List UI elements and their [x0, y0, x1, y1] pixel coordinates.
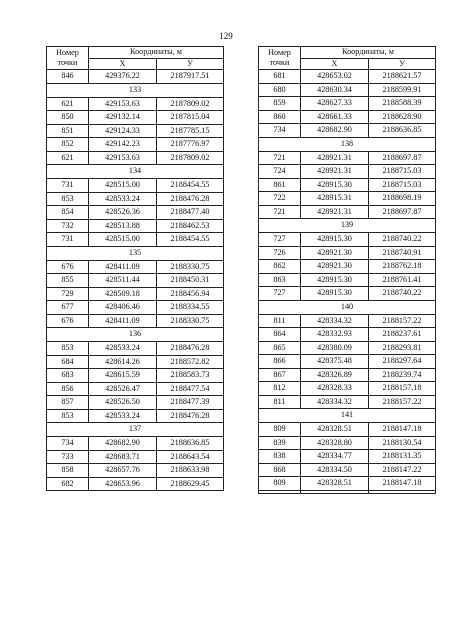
section-label: 141 [259, 409, 436, 423]
point-number: 857 [47, 396, 89, 410]
y-coordinate: 2187809.02 [157, 97, 224, 111]
y-coordinate: 2188633.98 [157, 464, 224, 478]
x-coordinate: 428657.76 [89, 464, 157, 478]
y-coordinate: 2188588.39 [369, 97, 436, 111]
y-coordinate: 2188715.03 [369, 165, 436, 179]
point-number: 621 [47, 97, 89, 111]
x-coordinate: 429132.14 [89, 111, 157, 125]
point-number: 721 [259, 151, 301, 165]
table-row [259, 260, 436, 274]
x-coordinate: 429124.33 [89, 124, 157, 138]
point-number-header: Номер точки [47, 47, 89, 70]
table-row [259, 368, 436, 382]
point-number: 859 [259, 97, 301, 111]
y-coordinate: 2188454.55 [157, 179, 224, 193]
table-spacer [259, 490, 436, 493]
table-row [47, 192, 224, 206]
x-coordinate: 428921.30 [301, 246, 369, 260]
y-coordinate: 2188476.28 [157, 342, 224, 356]
table-row [47, 233, 224, 247]
x-header: X [301, 59, 369, 70]
y-coordinate: 2188621.57 [369, 70, 436, 84]
table-row [259, 328, 436, 342]
point-number: 731 [47, 179, 89, 193]
section-label: 136 [47, 328, 224, 342]
point-number: 861 [259, 178, 301, 192]
y-coordinate: 2188762.18 [369, 260, 436, 274]
x-coordinate: 428515.00 [89, 179, 157, 193]
point-number: 733 [47, 450, 89, 464]
y-coordinate: 2188740.22 [369, 233, 436, 247]
coordinates-header: Координаты, м [301, 47, 436, 59]
table-row [47, 355, 224, 369]
table-row [259, 477, 436, 491]
point-number: 676 [47, 314, 89, 328]
point-number: 726 [259, 246, 301, 260]
table-row [47, 450, 224, 464]
table-row [259, 124, 436, 138]
point-number: 866 [259, 355, 301, 369]
x-coordinate: 429142.23 [89, 138, 157, 152]
x-coordinate: 428411.09 [89, 260, 157, 274]
x-coordinate: 428509.18 [89, 287, 157, 301]
y-coordinate: 2188476.28 [157, 192, 224, 206]
table-row [47, 274, 224, 288]
table-row [259, 246, 436, 260]
x-coordinate: 428614.26 [89, 355, 157, 369]
table-row [259, 110, 436, 124]
x-coordinate: 428526.50 [89, 396, 157, 410]
table-row [47, 314, 224, 328]
y-coordinate: 2188583.73 [157, 369, 224, 383]
table-row [47, 179, 224, 193]
y-coordinate: 2188130.54 [369, 436, 436, 450]
y-coordinate: 2187809.02 [157, 151, 224, 165]
x-coordinate: 428334.50 [301, 463, 369, 477]
point-number: 846 [47, 70, 89, 84]
point-number: 851 [47, 124, 89, 138]
point-number: 727 [259, 287, 301, 301]
table-row [259, 355, 436, 369]
x-coordinate: 428326.89 [301, 368, 369, 382]
y-coordinate: 2188477.40 [157, 206, 224, 220]
x-coordinate: 428683.71 [89, 450, 157, 464]
table-row [259, 151, 436, 165]
table-row [47, 70, 224, 84]
point-number: 677 [47, 301, 89, 315]
section-label: 133 [47, 83, 224, 97]
section-row [47, 328, 224, 342]
x-coordinate: 428533.24 [89, 192, 157, 206]
table-row [47, 409, 224, 423]
table-row [47, 219, 224, 233]
section-row [47, 246, 224, 260]
y-coordinate: 2188147.22 [369, 463, 436, 477]
y-coordinate: 2188330.75 [157, 260, 224, 274]
section-row [259, 300, 436, 314]
y-coordinate: 2188450.31 [157, 274, 224, 288]
x-coordinate: 428334.77 [301, 450, 369, 464]
point-number: 838 [259, 450, 301, 464]
table-row [259, 287, 436, 301]
table-row [47, 396, 224, 410]
y-coordinate: 2188636.85 [369, 124, 436, 138]
x-coordinate: 428328.33 [301, 382, 369, 396]
x-coordinate: 428682.90 [89, 437, 157, 451]
section-row [259, 409, 436, 423]
x-coordinate: 428627.33 [301, 97, 369, 111]
y-coordinate: 2187815.04 [157, 111, 224, 125]
table-row [47, 111, 224, 125]
table-row [47, 342, 224, 356]
table-row [259, 205, 436, 219]
y-coordinate: 2188147.18 [369, 477, 436, 491]
y-coordinate: 2188572.82 [157, 355, 224, 369]
x-coordinate: 428526.47 [89, 382, 157, 396]
y-coordinate: 2188297.64 [369, 355, 436, 369]
point-number: 681 [259, 70, 301, 84]
y-coordinate: 2188157.18 [369, 382, 436, 396]
x-coordinate: 428630.34 [301, 83, 369, 97]
x-coordinate: 428915.31 [301, 192, 369, 206]
y-coordinate: 2188330.75 [157, 314, 224, 328]
table-row [47, 301, 224, 315]
point-number: 839 [259, 436, 301, 450]
point-number: 684 [47, 355, 89, 369]
x-coordinate: 428328.51 [301, 423, 369, 437]
point-number: 860 [259, 110, 301, 124]
x-coordinate: 428375.48 [301, 355, 369, 369]
section-row [259, 137, 436, 151]
point-number: 680 [259, 83, 301, 97]
x-coordinate: 428915.30 [301, 273, 369, 287]
table-row [259, 463, 436, 477]
point-number: 855 [47, 274, 89, 288]
y-coordinate: 2188454.55 [157, 233, 224, 247]
point-number: 683 [47, 369, 89, 383]
x-coordinate: 428511.44 [89, 274, 157, 288]
table-row [259, 192, 436, 206]
x-coordinate: 428411.09 [89, 314, 157, 328]
x-coordinate: 428526.36 [89, 206, 157, 220]
point-number: 734 [259, 124, 301, 138]
x-coordinate: 428533.24 [89, 342, 157, 356]
x-coordinate: 428921.31 [301, 205, 369, 219]
point-number: 811 [259, 395, 301, 409]
spacer-cell [369, 490, 436, 493]
y-coordinate: 2188636.85 [157, 437, 224, 451]
point-number: 724 [259, 165, 301, 179]
x-coordinate: 429153.63 [89, 151, 157, 165]
point-number: 682 [47, 477, 89, 491]
coordinates-table-right [258, 46, 436, 494]
x-coordinate: 428615.59 [89, 369, 157, 383]
table-row [47, 437, 224, 451]
table-row [259, 70, 436, 84]
point-number: 853 [47, 342, 89, 356]
point-number: 809 [259, 423, 301, 437]
x-coordinate: 428915.30 [301, 287, 369, 301]
y-coordinate: 2188147.18 [369, 423, 436, 437]
point-number: 862 [259, 260, 301, 274]
point-number: 856 [47, 382, 89, 396]
table-row [47, 287, 224, 301]
x-coordinate: 428406.46 [89, 301, 157, 315]
x-coordinate: 428334.32 [301, 314, 369, 328]
y-coordinate: 2187917.51 [157, 70, 224, 84]
x-coordinate: 428332.93 [301, 328, 369, 342]
x-coordinate: 428328.80 [301, 436, 369, 450]
table-row [47, 382, 224, 396]
y-coordinate: 2188599.91 [369, 83, 436, 97]
x-coordinate: 428921.30 [301, 260, 369, 274]
y-coordinate: 2188293.81 [369, 341, 436, 355]
y-coordinate: 2188715.03 [369, 178, 436, 192]
table-row [259, 341, 436, 355]
point-number: 863 [259, 273, 301, 287]
y-coordinate: 2188740.91 [369, 246, 436, 260]
y-header: У [369, 59, 436, 70]
section-row [259, 219, 436, 233]
point-number: 722 [259, 192, 301, 206]
table-row [259, 423, 436, 437]
y-coordinate: 2187785.15 [157, 124, 224, 138]
point-number: 854 [47, 206, 89, 220]
point-number: 809 [259, 477, 301, 491]
table-row [47, 206, 224, 220]
section-row [47, 423, 224, 437]
point-number: 729 [47, 287, 89, 301]
x-coordinate: 428334.32 [301, 395, 369, 409]
point-number: 850 [47, 111, 89, 125]
y-coordinate: 2188477.39 [157, 396, 224, 410]
section-label: 139 [259, 219, 436, 233]
table-row [47, 464, 224, 478]
section-row [47, 83, 224, 97]
y-coordinate: 2188334.55 [157, 301, 224, 315]
coordinates-table-left [46, 46, 224, 491]
point-number: 858 [47, 464, 89, 478]
y-coordinate: 2188629.45 [157, 477, 224, 491]
point-number: 812 [259, 382, 301, 396]
y-coordinate: 2188456.94 [157, 287, 224, 301]
spacer-cell [301, 490, 369, 493]
table-row [47, 260, 224, 274]
y-coordinate: 2188157.22 [369, 395, 436, 409]
coordinates-header: Координаты, м [89, 47, 224, 59]
x-header: X [89, 59, 157, 70]
y-coordinate: 2188131.35 [369, 450, 436, 464]
x-coordinate: 428653.96 [89, 477, 157, 491]
table-row [47, 477, 224, 491]
section-row [47, 165, 224, 179]
x-coordinate: 428533.24 [89, 409, 157, 423]
x-coordinate: 428682.90 [301, 124, 369, 138]
x-coordinate: 429376.22 [89, 70, 157, 84]
x-coordinate: 428513.88 [89, 219, 157, 233]
table-row [259, 273, 436, 287]
table-row [259, 395, 436, 409]
section-label: 140 [259, 300, 436, 314]
point-number: 853 [47, 192, 89, 206]
table-row [259, 83, 436, 97]
table-row [259, 314, 436, 328]
point-number: 852 [47, 138, 89, 152]
y-coordinate: 2188698.19 [369, 192, 436, 206]
point-number: 721 [259, 205, 301, 219]
point-number: 867 [259, 368, 301, 382]
x-coordinate: 428921.31 [301, 165, 369, 179]
y-coordinate: 2188761.41 [369, 273, 436, 287]
x-coordinate: 428380.09 [301, 341, 369, 355]
table-row [259, 178, 436, 192]
y-coordinate: 2188697.87 [369, 205, 436, 219]
table-row [47, 151, 224, 165]
y-coordinate: 2188477.54 [157, 382, 224, 396]
y-coordinate: 2188462.53 [157, 219, 224, 233]
y-coordinate: 2187776.97 [157, 138, 224, 152]
section-label: 135 [47, 246, 224, 260]
point-number-header: Номер точки [259, 47, 301, 70]
point-number: 864 [259, 328, 301, 342]
point-number: 865 [259, 341, 301, 355]
x-coordinate: 428921.31 [301, 151, 369, 165]
table-row [47, 97, 224, 111]
x-coordinate: 428328.51 [301, 477, 369, 491]
table-row [259, 165, 436, 179]
x-coordinate: 428915.30 [301, 233, 369, 247]
table-row [47, 369, 224, 383]
y-coordinate: 2188239.74 [369, 368, 436, 382]
y-coordinate: 2188476.28 [157, 409, 224, 423]
point-number: 676 [47, 260, 89, 274]
y-coordinate: 2188157.22 [369, 314, 436, 328]
table-row [259, 436, 436, 450]
point-number: 727 [259, 233, 301, 247]
table-row [259, 450, 436, 464]
y-coordinate: 2188697.87 [369, 151, 436, 165]
x-coordinate: 428661.33 [301, 110, 369, 124]
point-number: 734 [47, 437, 89, 451]
x-coordinate: 428915.30 [301, 178, 369, 192]
x-coordinate: 428653.02 [301, 70, 369, 84]
y-coordinate: 2188740.22 [369, 287, 436, 301]
table-row [259, 233, 436, 247]
point-number: 732 [47, 219, 89, 233]
y-header: У [157, 59, 224, 70]
point-number: 853 [47, 409, 89, 423]
y-coordinate: 2188643.54 [157, 450, 224, 464]
page-number: 129 [219, 31, 233, 41]
section-label: 138 [259, 137, 436, 151]
spacer-cell [259, 490, 301, 493]
point-number: 731 [47, 233, 89, 247]
section-label: 137 [47, 423, 224, 437]
point-number: 868 [259, 463, 301, 477]
section-label: 134 [47, 165, 224, 179]
table-row [259, 382, 436, 396]
point-number: 621 [47, 151, 89, 165]
y-coordinate: 2188237.61 [369, 328, 436, 342]
table-row [47, 138, 224, 152]
table-row [47, 124, 224, 138]
point-number: 811 [259, 314, 301, 328]
x-coordinate: 429153.63 [89, 97, 157, 111]
table-row [259, 97, 436, 111]
y-coordinate: 2188628.90 [369, 110, 436, 124]
x-coordinate: 428515.00 [89, 233, 157, 247]
